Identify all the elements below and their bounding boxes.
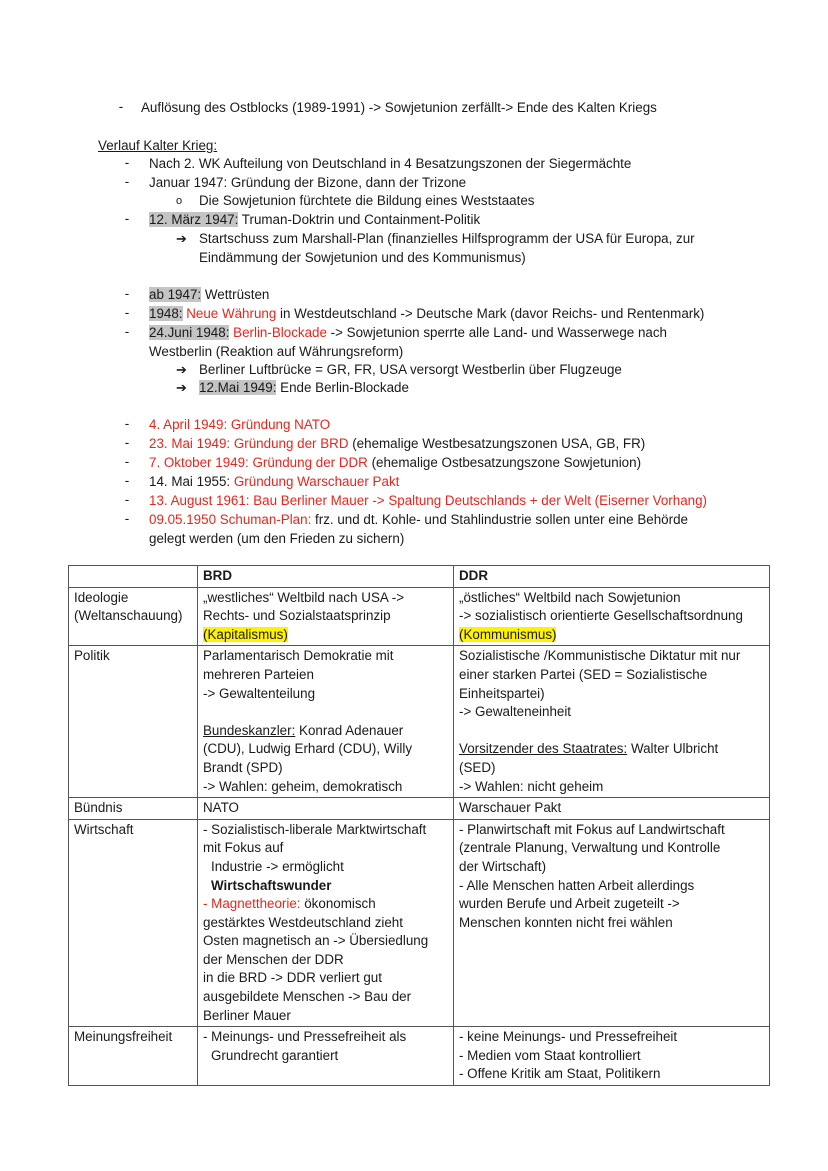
date-highlight: 1948:: [149, 306, 183, 321]
arrow-right-icon: ➔: [176, 231, 187, 246]
cell-ddr: [454, 819, 770, 1027]
cell-ddr: [454, 587, 770, 646]
cell-brd: [198, 587, 454, 646]
cell-line: ausgebildete Menschen -> Bau der: [203, 989, 412, 1005]
table-row-buendnis: [69, 798, 770, 820]
cell-line: Grundrecht garantiert: [211, 1047, 339, 1063]
cell-line: in die BRD -> DDR verliert gut: [203, 970, 382, 986]
cell-line: Menschen konnten nicht frei wählen: [459, 914, 673, 930]
bullet-text: [149, 211, 480, 229]
bullet-dash: -: [124, 174, 130, 189]
cell-line: [203, 626, 448, 645]
row-label: Bündnis: [69, 798, 198, 820]
bullet-dash: -: [124, 416, 130, 431]
cell-line: Industrie -> ermöglicht: [211, 858, 344, 874]
red-text: - Magnettheorie:: [203, 896, 301, 912]
yellow-highlight: (Kommunismus): [459, 626, 557, 642]
bullet-text-rest: frz. und dt. Kohle- und Stahlindustrie sollen unter eine Behörde: [311, 512, 688, 527]
red-text: 23. Mai 1949: Gründung der BRD: [149, 436, 349, 451]
cell-line: [203, 895, 448, 914]
bullet-text: [149, 511, 688, 529]
red-bullet-text: 4. April 1949: Gründung NATO: [149, 417, 331, 432]
cell-line: - Alle Menschen hatten Arbeit allerdings: [459, 877, 695, 893]
intro-text: Auflösung des Ostblocks (1989-1991) -> Sowjetunion zerfällt-> Ende des Kalten Kriegs: [141, 100, 657, 115]
comparison-table: [68, 565, 770, 1086]
bullet-text: Januar 1947: Gründung der Bizone, dann der Trizone: [149, 175, 467, 190]
bullet-dash: -: [118, 99, 124, 114]
cell-line: - Meinungs- und Pressefreiheit als: [203, 1029, 407, 1045]
bullet-text: [149, 435, 645, 453]
table-header-cell: [69, 566, 198, 588]
cell-line: Parlamentarisch Demokratie mit: [203, 648, 394, 664]
table-header-row: [69, 566, 770, 588]
arrow-text: Startschuss zum Marshall-Plan (finanzielles Hilfsprogramm der USA für Europa, zur: [199, 231, 695, 246]
bullet-dash: -: [124, 454, 130, 469]
cell-line: mit Fokus auf: [203, 840, 284, 856]
row-label-line: (Weltanschauung): [74, 608, 183, 624]
table-row-politik: [69, 646, 770, 798]
table-header-ddr: DDR: [454, 566, 770, 588]
table-row-wirtschaft: [69, 819, 770, 1027]
bullet-dash: -: [124, 511, 130, 526]
cell-brd: [198, 646, 454, 798]
date-highlight: 24.Juni 1948:: [149, 325, 230, 340]
bullet-text-continued: gelegt werden (um den Frieden zu sichern): [149, 531, 405, 546]
arrow-right-icon: ➔: [176, 362, 187, 377]
cell-line: - keine Meinungs- und Pressefreiheit: [459, 1029, 678, 1045]
cell-line: Rechts- und Sozialstaatsprinzip: [203, 608, 391, 624]
cell-line-bold: Wirtschaftswunder: [211, 877, 332, 893]
cell-line: -> Gewalteneinheit: [459, 704, 572, 720]
cell-brd: [198, 819, 454, 1027]
cell-line: mehreren Parteien: [203, 666, 314, 682]
cell-text: Walter Ulbricht: [627, 741, 719, 757]
bullet-text-rest: -> Sowjetunion sperrte alle Land- und Wasserwege nach: [326, 325, 667, 340]
table-row-ideologie: [69, 587, 770, 646]
cell-line: der Wirtschaft): [459, 858, 547, 874]
cell-line: -> sozialistisch orientierte Gesellschaftsordnung: [459, 608, 743, 624]
cell-line: einer starken Partei (SED = Sozialistische: [459, 666, 708, 682]
bullet-dash: -: [124, 211, 130, 226]
bullet-text-start: 14. Mai 1955:: [149, 474, 234, 489]
sub-bullet-circle: o: [176, 195, 183, 207]
underlined-text: Vorsitzender des Staatrates:: [459, 741, 628, 757]
cell-line: „östliches“ Weltbild nach Sowjetunion: [459, 589, 681, 605]
cell-line: (CDU), Ludwig Erhard (CDU), Willy: [203, 741, 413, 757]
red-text: 09.05.1950 Schuman-Plan:: [149, 512, 312, 527]
bullet-dash: -: [124, 155, 130, 170]
red-text: 7. Oktober 1949: Gründung der DDR: [149, 455, 368, 470]
cell-text: ökonomisch: [300, 896, 376, 912]
bullet-text-rest: (ehemalige Ostbesatzungszone Sowjetunion): [367, 455, 642, 470]
cell-line: - Offene Kritik am Staat, Politikern: [459, 1066, 661, 1082]
cell-line: -> Wahlen: geheim, demokratisch: [203, 778, 403, 794]
cell-line: [203, 722, 448, 741]
cell-line: der Menschen der DDR: [203, 951, 344, 967]
bullet-text: [149, 324, 667, 342]
bullet-text-rest: (ehemalige Westbesatzungszonen USA, GB, FR): [348, 436, 646, 451]
bullet-text: [149, 305, 704, 323]
cell-line: - Sozialistisch-liberale Marktwirtschaft: [203, 821, 427, 837]
red-text: Gründung Warschauer Pakt: [233, 474, 400, 489]
cell-line: -> Gewaltenteilung: [203, 685, 316, 701]
cell-line: „westliches“ Weltbild nach USA ->: [203, 589, 405, 605]
cell-line: - Planwirtschaft mit Fokus auf Landwirtschaft: [459, 821, 725, 837]
cell-line: wurden Berufe und Arbeit zugeteilt ->: [459, 896, 680, 912]
cell-line: Brandt (SPD): [203, 759, 283, 775]
cell-line: -> Wahlen: nicht geheim: [459, 778, 604, 794]
bullet-text: Nach 2. WK Aufteilung von Deutschland in 4 Besatzungszonen der Siegermächte: [149, 156, 632, 171]
arrow-text: Eindämmung der Sowjetunion und des Kommunismus): [199, 250, 526, 265]
row-label: Meinungsfreiheit: [69, 1027, 198, 1086]
red-bullet-text: 13. August 1961: Bau Berliner Mauer -> Spaltung Deutschlands + der Welt (Eiserner Vorhang): [149, 493, 708, 508]
cell-line: (zentrale Planung, Verwaltung und Kontrolle: [459, 840, 721, 856]
bullet-text-rest: Wettrüsten: [201, 287, 270, 302]
cell-brd: NATO: [198, 798, 454, 820]
table-row-meinungsfreiheit: [69, 1027, 770, 1086]
bullet-dash: -: [124, 473, 130, 488]
date-highlight: ab 1947:: [149, 287, 202, 302]
cell-spacer: [203, 703, 448, 722]
row-label: [69, 587, 198, 646]
bullet-text-rest: Truman-Doktrin und Containment-Politik: [238, 212, 481, 227]
cell-line: Berliner Mauer: [203, 1007, 291, 1023]
cell-line: [459, 626, 764, 645]
arrow-text: Berliner Luftbrücke = GR, FR, USA versorgt Westberlin über Flugzeuge: [199, 362, 622, 377]
cell-ddr: [454, 1027, 770, 1086]
cell-line: Sozialistische /Kommunistische Diktatur mit nur: [459, 648, 741, 664]
arrow-right-icon: ➔: [176, 380, 187, 395]
red-text: Berlin-Blockade: [229, 325, 327, 340]
bullet-dash: -: [124, 286, 130, 301]
cell-line: - Medien vom Staat kontrolliert: [459, 1047, 641, 1063]
cell-line: Osten magnetisch an -> Übersiedlung: [203, 933, 429, 949]
bullet-dash: -: [124, 305, 130, 320]
cell-ddr: [454, 646, 770, 798]
bullet-dash: -: [124, 492, 130, 507]
section-heading: Verlauf Kalter Krieg:: [98, 138, 218, 153]
bullet-dash: -: [124, 435, 130, 450]
bullet-text-continued: Westberlin (Reaktion auf Währungsreform): [149, 344, 404, 359]
arrow-text: [199, 379, 409, 397]
bullet-text: [149, 473, 399, 491]
cell-line: [459, 740, 764, 759]
row-label: Politik: [69, 646, 198, 798]
cell-line: gestärktes Westdeutschland zieht: [203, 914, 403, 930]
table-header-brd: BRD: [198, 566, 454, 588]
sub-bullet-text: Die Sowjetunion fürchtete die Bildung eines Weststaates: [199, 193, 535, 208]
yellow-highlight: (Kapitalismus): [203, 626, 288, 642]
bullet-text-rest: in Westdeutschland -> Deutsche Mark (davor Reichs- und Rentenmark): [276, 306, 705, 321]
cell-ddr: Warschauer Pakt: [454, 798, 770, 820]
cell-spacer: [459, 722, 764, 741]
bullet-dash: -: [124, 324, 130, 339]
cell-line: (SED): [459, 759, 496, 775]
date-highlight: 12.Mai 1949:: [199, 380, 277, 395]
row-label-line: Ideologie: [74, 589, 129, 605]
row-label: Wirtschaft: [69, 819, 198, 1027]
cell-brd: [198, 1027, 454, 1086]
arrow-text-rest: Ende Berlin-Blockade: [276, 380, 409, 395]
bullet-text: [149, 286, 269, 304]
red-text: Neue Währung: [182, 306, 277, 321]
cell-text: Konrad Adenauer: [295, 722, 404, 738]
cell-line: Einheitspartei): [459, 685, 545, 701]
bullet-text: [149, 454, 641, 472]
date-highlight: 12. März 1947:: [149, 212, 239, 227]
underlined-text: Bundeskanzler:: [203, 722, 296, 738]
